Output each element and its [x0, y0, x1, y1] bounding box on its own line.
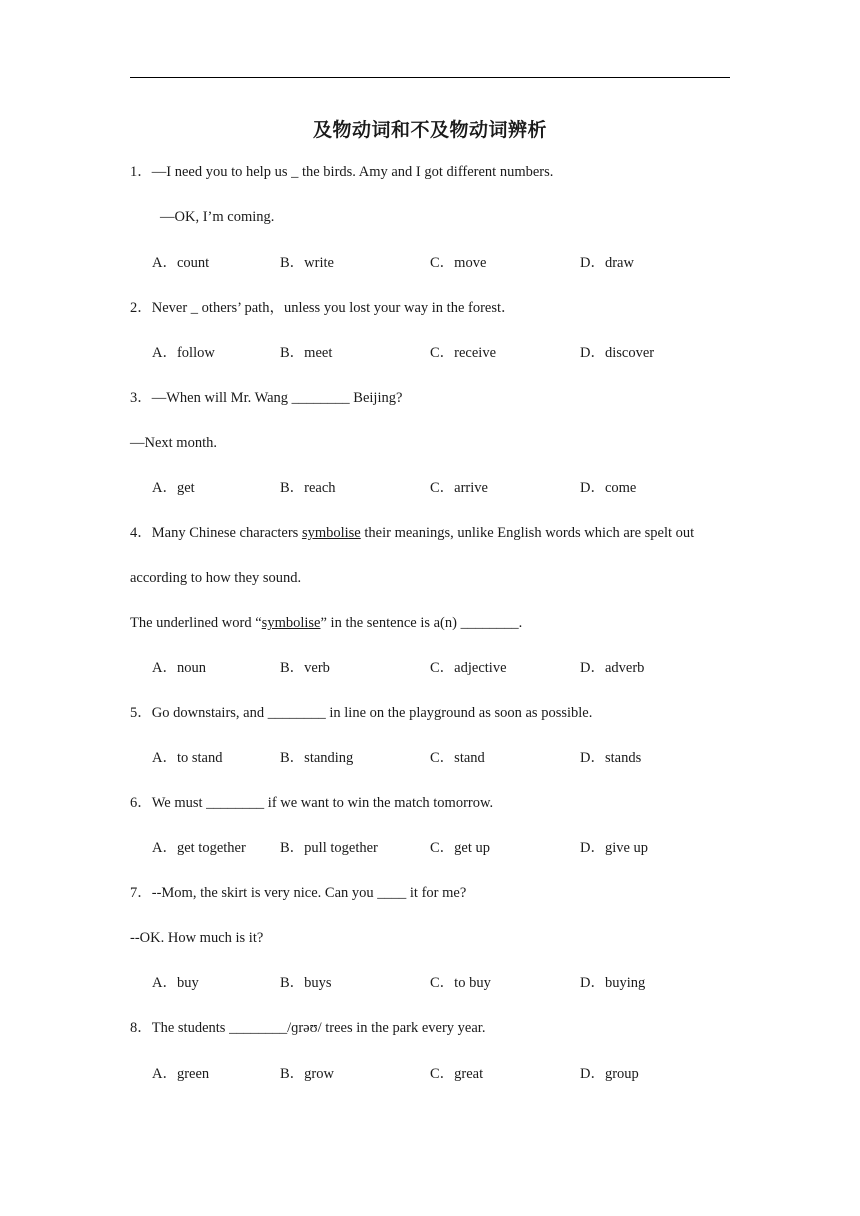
question-7-option-c: C．to buy: [430, 975, 491, 991]
question-7-reply: --OK. How much is it?: [130, 930, 264, 946]
question-8-option-b: B．grow: [280, 1066, 334, 1082]
question-4-prompt-pre: The underlined word “: [130, 615, 262, 631]
question-3-option-c: C．arrive: [430, 480, 488, 496]
question-5-option-a: A．to stand: [152, 750, 223, 766]
question-4-prompt-post: ” in the sentence is a(n) ________.: [320, 615, 523, 631]
page-title: 及物动词和不及物动词辨析: [312, 119, 547, 141]
question-5-option-b: B．standing: [280, 750, 354, 766]
question-5-option-d: D．stands: [580, 750, 642, 766]
underlined-word: symbolise: [301, 525, 361, 541]
question-4-stem-line-2: according to how they sound.: [130, 570, 302, 586]
question-2-option-b: B．meet: [280, 345, 333, 361]
underlined-word-quoted: symbolise: [261, 615, 321, 631]
question-7-stem: 7．--Mom, the skirt is very nice. Can you ____ it for me?: [130, 885, 467, 901]
question-4-stem-post: their meanings, unlike English words which are spelt out: [360, 525, 695, 541]
question-1-option-b: B．write: [280, 255, 334, 271]
question-3-option-a: A．get: [152, 480, 195, 496]
question-2-option-d: D．discover: [580, 345, 655, 361]
header-rule: [130, 77, 730, 78]
question-4-option-b: B．verb: [280, 660, 330, 676]
question-7-option-b: B．buys: [280, 975, 332, 991]
question-4-stem-pre: 4．Many Chinese characters: [130, 525, 302, 541]
question-8-option-d: D．group: [580, 1066, 639, 1082]
question-6-stem: 6．We must ________ if we want to win the match tomorrow.: [130, 795, 494, 811]
question-3-option-d: D．come: [580, 480, 637, 496]
question-8-option-c: C．great: [430, 1066, 484, 1082]
question-2-option-a: A．follow: [152, 345, 215, 361]
question-1-reply: —OK, I’m coming.: [160, 209, 275, 225]
question-3-reply: —Next month.: [130, 435, 217, 451]
question-2-stem: 2．Never _ others’ path，unless you lost your way in the forest．: [130, 300, 516, 316]
question-7-option-a: A．buy: [152, 975, 199, 991]
question-7-option-d: D．buying: [580, 975, 646, 991]
question-6-option-a: A．get together: [152, 840, 246, 856]
question-4-option-a: A．noun: [152, 660, 206, 676]
question-4-option-c: C．adjective: [430, 660, 507, 676]
question-5-stem: 5．Go downstairs, and ________ in line on the playground as soon as possible.: [130, 705, 593, 721]
question-4-option-d: D．adverb: [580, 660, 645, 676]
question-6-option-b: B．pull together: [280, 840, 378, 856]
question-1-stem: 1．—I need you to help us _ the birds. Amy and I got different numbers.: [130, 164, 554, 180]
question-8-stem: 8．The students ________/ɡrəʊ/ trees in the park every year.: [130, 1020, 486, 1036]
question-3-option-b: B．reach: [280, 480, 336, 496]
question-3-stem: 3．—When will Mr. Wang ________ Beijing?: [130, 390, 403, 406]
question-2-option-c: C．receive: [430, 345, 497, 361]
question-4-stem: [130, 524, 694, 542]
question-1-option-d: D．draw: [580, 255, 634, 271]
question-6-option-d: D．give up: [580, 840, 649, 856]
question-4-prompt: [130, 614, 522, 632]
question-5-option-c: C．stand: [430, 750, 485, 766]
question-6-option-c: C．get up: [430, 840, 491, 856]
question-8-option-a: A．green: [152, 1066, 210, 1082]
question-1-option-c: C．move: [430, 255, 487, 271]
question-1-option-a: A．count: [152, 255, 210, 271]
